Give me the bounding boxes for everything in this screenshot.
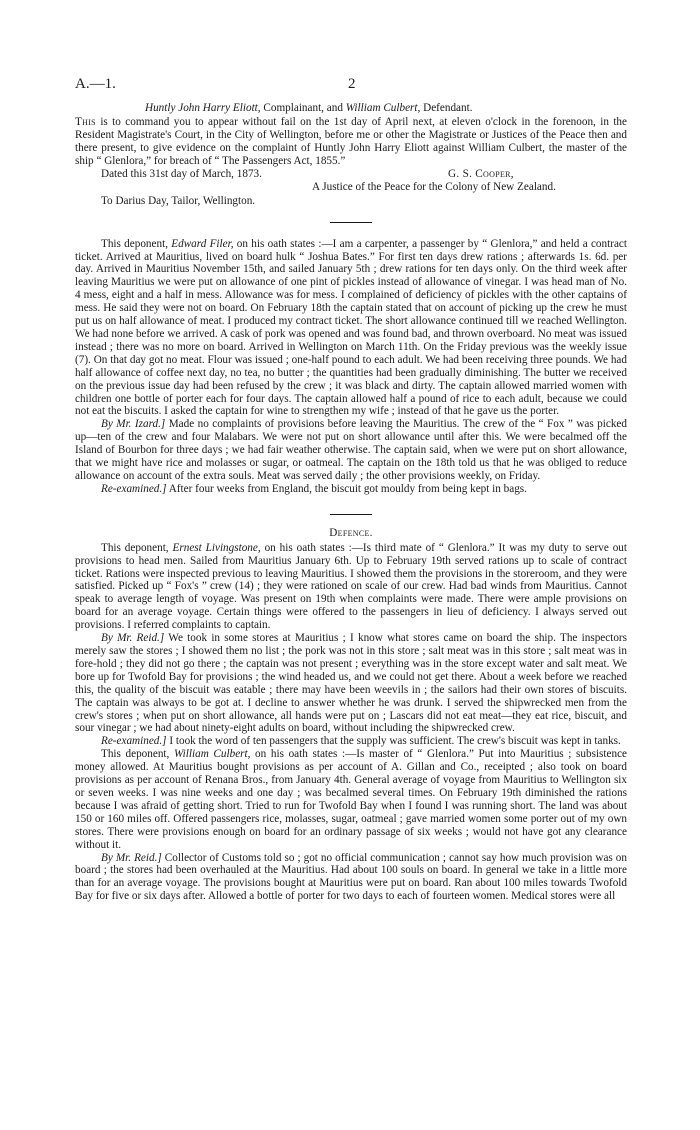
- livingstone-reex-text: I took the word of ten passengers that the supply was sufficient. The crew's biscuit was kept in tanks.: [166, 735, 621, 748]
- filer-deposition: [75, 238, 627, 419]
- caption-connector: Complainant, and: [260, 102, 346, 114]
- summons-lead-word: This: [75, 116, 96, 128]
- caption-end: Defendant.: [420, 102, 473, 114]
- culbert-deposition: [75, 748, 627, 851]
- filer-reex-label: Re-examined.]: [101, 482, 167, 495]
- summons-body: [75, 116, 627, 168]
- livingstone-cross-label: By Mr. Reid.]: [101, 632, 165, 645]
- livingstone-deposition: [75, 542, 627, 632]
- culbert-intro: This deponent,: [101, 748, 174, 761]
- signatory-title: A Justice of the Peace for the Colony of New Zealand.: [312, 180, 556, 193]
- summons-text: is to command you to appear without fail on the 1st day of April next, at eleven o'clock in the forenoon, in the Resident Magistrate's Court, in the City of Wellington, before me or other the Magistrate or Justices of the Peace then and there present, to give evidence on the complaint of Huntly John Harry Eliott against William Culbert, the master of the ship “ Glenlora,” for breach of “ The Passengers Act, 1855.”: [75, 116, 627, 167]
- signatory-name: G. S. Cooper,: [448, 167, 514, 180]
- livingstone-name: Ernest Livingstone,: [172, 541, 261, 554]
- document-reference: A.—1.: [75, 76, 116, 92]
- livingstone-cross-text: We took in some stores at Mauritius ; I know what stores came on board the ship. The inspectors merely saw the stores ; I showed them no list ; the pork was not in this store ; salt meat was in this store ; salt meat was in fore-hold ; they did not go there ; the captain was not present ; everything was in the store except water and salt meat. We bore up for Twofold Bay for provisions ; the wind headed us, and we could not get there. About a week before we reached this, the quality of the biscuit was eatable ; there may have been weevils in ; the sailors had their own stores of biscuits. The captain was always to be got at. I decline to answer whether he was drunk. I served the shipwrecked men from the crew's stores ; when put on short allowance, all hands were put on ; Lascars did not eat meat—they eat rice, biscuit, and sour vinegar ; we had about ninety-eight adults on board, without including the shipwrecked crew.: [75, 632, 628, 735]
- page-header: [75, 76, 627, 102]
- filer-name: Edward Filer,: [171, 237, 234, 250]
- culbert-cross-label: By Mr. Reid.]: [101, 851, 162, 864]
- livingstone-statement: on his oath states :—Is third mate of “ Glenlora.” It was my duty to serve out provisions to head men. Sailed from Mauritius January 6th. Up to February 19th served rations up to scale of contract ticket. Rations were inspected previous to leaving Mauritius. I showed them the provisions in the storeroom, and they were satisfied. Picked up “ Fox's ” crew (14) ; they were rationed on scale of our crew. Had bad winds from Mauritius. Cannot speak to average length of voyage. Was present on 19th when complaints were made. There were ample provisions on board for an average voyage. Certain things were offered to the passengers in lieu of deficiency. I always served out provisions. I referred complaints to captain.: [75, 541, 628, 632]
- case-caption: [75, 102, 627, 115]
- livingstone-intro: This deponent,: [101, 541, 173, 554]
- filer-statement: on his oath states :—I am a carpenter, a passenger by “ Glenlora,” and held a contract ticket. Arrived at Mauritius, lived on board hulk “ Joshua Bates.” For first ten days drew rations ; afterwards 1s. 6d. per day. Arrived in Mauritius November 15th, and sailed January 5th ; drew rations for ten days only. On the third week after leaving Mauritius we were put on allowance of one pint of pickles instead of allowance of vinegar. I was head man of No. 4 mess, eight and a half in mess. Allowance was for mess. I complained of deficiency of pickles with the other captains of mess. He said they were not on board. On February 18th the captain stated that on account of picking up the crew he must put us on half allowance of meat. I produced my contract ticket. The short allowance continued till we reached Wellington. We had none before we arrived. A cask of pork was opened and was found bad, and thrown overboard. No meat was issued instead ; there was no more on board. Arrived in Wellington on March 11th. On the Friday previous was the weekly issue (7). On that day got no meat. Flour was issued ; one-half pound to each adult. We had been receiving three pounds. We had half allowance of coffee next day, no tea, no butter ; the quantities had been gradually diminishing. The butter we received on the previous issue day had been refused by the crew ; it was black and dirty. The captain allowed married women with children one bottle of porter each for four days. The captain allowed half a pound of rice to each adult, because we could not eat the biscuits. I asked the captain for wine to strengthen my wife ; instead of that he gave us the porter.: [75, 237, 627, 418]
- filer-cross-text: Made no complaints of provisions before leaving the Mauritius. The crew of the “ Fox ” was picked up—ten of the crew and four Malabars. We were not put on short allowance until after this. We were becalmed off the Island of Bourbon for three days ; we had fair weather otherwise. The captain said, when we were put on short allowance, that we might have rice and molasses or sugar, or oatmeal. The captain on the 18th told us that he was obliged to reduce allowance on account of the extra souls. Meat was served daily ; the other provisions weekly, on Friday.: [75, 418, 627, 482]
- livingstone-reex-label: Re-examined.]: [101, 735, 167, 748]
- filer-reex-text: After four weeks from England, the biscuit got mouldy from being kept in bags.: [166, 482, 527, 495]
- complainant-name: Huntly John Harry Eliott,: [145, 102, 261, 114]
- livingstone-re-examination: [75, 735, 627, 748]
- summons-addressee: To Darius Day, Tailor, Wellington.: [101, 194, 256, 207]
- filer-re-examination: [75, 483, 627, 496]
- culbert-cross-examination: [75, 852, 627, 904]
- culbert-statement: on his oath states :—Is master of “ Glenlora.” Put into Mauritius ; subsistence money allowed. At Mauritius bought provisions as per account of A. Gillan and Co., receipted ; also took on board provisions as per account of Renana Bros., from January 4th. General average of voyage from Mauritius to Wellington six or seven weeks. I was nine weeks and one day ; was becalmed several times. On February 19th diminished the rations because I was afraid of getting short. Tried to run for Twofold Bay when I found I was running short. The land was about 150 or 160 miles off. Offered passengers rice, molasses, sugar, oatmeal ; gave married women some porter out of my own stores. There were provisions enough on board for an ordinary passage of six weeks ; would not have got any clearance without it.: [75, 748, 628, 851]
- defendant-name: William Culbert,: [345, 102, 421, 114]
- signature-row: [75, 168, 627, 181]
- signatory-title-row: [75, 181, 627, 194]
- document-page: [75, 76, 627, 903]
- filer-cross-examination: [75, 418, 627, 483]
- culbert-cross-text: Collector of Customs told so ; got no official communication ; cannot say how much provision was on board ; the stores had been overhauled at the Mauritius. Had about 100 souls on board. In general we take in a little more than for an average voyage. The provisions bought at Mauritius were put on board. Ran about 100 miles towards Twofold Bay for five or six days after. Allowed a bottle of porter for two days to each of fourteen women. Medical stores were all: [75, 851, 627, 903]
- defence-heading: Defence.: [329, 526, 373, 539]
- livingstone-cross-examination: [75, 632, 627, 735]
- filer-cross-label: By Mr. Izard.]: [101, 418, 166, 431]
- culbert-name: William Culbert,: [173, 748, 251, 761]
- summons-date: Dated this 31st day of March, 1873.: [101, 167, 262, 180]
- page-number: 2: [348, 76, 356, 92]
- filer-intro: This deponent,: [101, 237, 172, 250]
